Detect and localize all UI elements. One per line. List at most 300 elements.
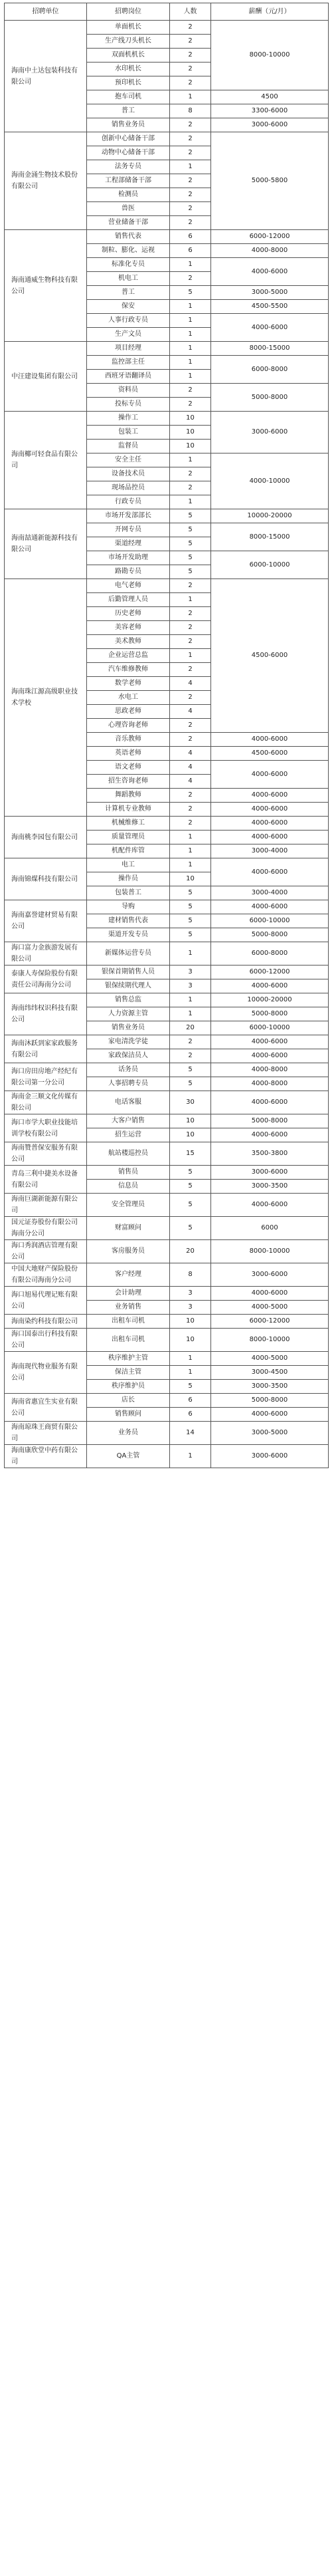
header-count: 人数 [170,3,211,21]
count-cell: 2 [170,384,211,398]
position-cell: 路勘专员 [87,565,170,579]
count-cell: 2 [170,202,211,216]
position-cell: 操作工 [87,412,170,426]
table-row [5,1394,329,1408]
position-cell: 水电工 [87,691,170,705]
recruitment-table [4,3,329,1468]
company-name-cell: 中国大地财产保险股份有限公司海南分公司 [5,1263,87,1287]
count-cell: 10 [170,440,211,453]
count-cell: 2 [170,174,211,188]
salary-cell: 5000-8000 [211,928,329,942]
count-cell: 10 [170,1128,211,1142]
company-name-cell: 海南沐跃到家家政服务有限公司 [5,1035,87,1063]
company-name-cell: 海南巨湖新能源有限公司 [5,1194,87,1217]
position-cell: 人力资源主管 [87,1007,170,1021]
count-cell: 5 [170,1077,211,1091]
table-row [5,942,329,966]
count-cell: 3 [170,1287,211,1301]
position-cell: 业务员 [87,1422,170,1445]
count-cell: 1 [170,160,211,174]
position-cell: 项目经理 [87,342,170,356]
count-cell: 15 [170,1142,211,1166]
count-cell: 10 [170,426,211,440]
table-row [5,1240,329,1263]
company-name-cell: 海南纬纬权识科技有限公司 [5,993,87,1035]
table-row [5,858,329,872]
company-name-cell: 海南金涌生物技术股份有限公司 [5,132,87,230]
count-cell: 5 [170,565,211,579]
position-cell: 机械维修工 [87,817,170,831]
salary-cell: 4000-6000 [211,803,329,817]
position-cell: 电气老师 [87,579,170,593]
count-cell: 20 [170,1240,211,1263]
salary-cell: 4500 [211,90,329,104]
table-row [5,1194,329,1217]
table-row [5,509,329,523]
salary-cell: 4000-6000 [211,789,329,803]
position-cell: 机配件库管 [87,844,170,858]
count-cell: 1 [170,356,211,370]
position-cell: 设备技术员 [87,467,170,481]
salary-cell: 4000-6000 [211,733,329,747]
position-cell: 市场开发助理 [87,551,170,565]
count-cell: 6 [170,230,211,244]
company-name-cell: 海南桃李园包有限公司 [5,817,87,858]
salary-cell: 4000-6000 [211,1049,329,1063]
count-cell: 2 [170,188,211,202]
count-cell: 1 [170,942,211,966]
position-cell: 导购 [87,900,170,914]
position-cell: 思政老师 [87,705,170,719]
count-cell: 1 [170,453,211,467]
count-cell: 1 [170,844,211,858]
count-cell: 5 [170,914,211,928]
salary-cell: 5000-8000 [211,384,329,412]
position-cell: QA主管 [87,1445,170,1468]
count-cell: 2 [170,272,211,286]
position-cell: 质量管理员 [87,831,170,844]
header-position: 招聘岗位 [87,3,170,21]
position-cell: 财富顾问 [87,1217,170,1240]
salary-cell: 4000-5000 [211,1352,329,1366]
table-row [5,1352,329,1366]
count-cell: 2 [170,607,211,621]
count-cell: 2 [170,21,211,35]
count-cell: 1 [170,1007,211,1021]
table-row [5,1063,329,1077]
count-cell: 1 [170,1352,211,1366]
table-row [5,900,329,914]
position-cell: 企业运营总监 [87,649,170,663]
salary-cell: 8000-10000 [211,21,329,90]
table-row [5,1142,329,1166]
count-cell: 2 [170,621,211,635]
salary-cell: 4000-6000 [211,1091,329,1114]
salary-cell: 4000-5000 [211,1301,329,1315]
salary-cell: 3300-6000 [211,104,329,118]
count-cell: 1 [170,831,211,844]
company-name-cell: 海口市学大职业技能培训学校有限公司 [5,1114,87,1142]
table-row [5,342,329,356]
count-cell: 6 [170,1408,211,1422]
salary-cell: 4000-6000 [211,817,329,831]
table-row [5,1263,329,1287]
header-row [5,3,329,21]
count-cell: 2 [170,579,211,593]
count-cell: 1 [170,258,211,272]
position-cell: 销售代表 [87,230,170,244]
position-cell: 预印机长 [87,76,170,90]
position-cell: 保安 [87,300,170,314]
count-cell: 5 [170,928,211,942]
position-cell: 银保续期代理人 [87,979,170,993]
position-cell: 大客户销售 [87,1114,170,1128]
position-cell: 后勤管理人员 [87,593,170,607]
count-cell: 2 [170,481,211,495]
table-row [5,1287,329,1301]
table-row [5,412,329,426]
position-cell: 历史老师 [87,607,170,621]
salary-cell: 3000-6000 [211,1166,329,1180]
position-cell: 创新中心储备干部 [87,132,170,146]
position-cell: 工程部储备干部 [87,174,170,188]
count-cell: 1 [170,328,211,342]
company-name-cell: 青岛三利中捷美水设备有限公司 [5,1166,87,1194]
company-name-cell: 泰康人寿保险股份有限责任公司海南分公司 [5,966,87,993]
position-cell: 开网专员 [87,523,170,537]
count-cell: 1 [170,1366,211,1380]
count-cell: 2 [170,132,211,146]
salary-cell: 5000-8000 [211,1394,329,1408]
count-cell: 5 [170,537,211,551]
position-cell: 人事招聘专员 [87,1077,170,1091]
salary-cell: 3000-6000 [211,1445,329,1468]
salary-cell: 10000-20000 [211,509,329,523]
position-cell: 生产线刀头机长 [87,35,170,49]
table-row [5,993,329,1007]
count-cell: 5 [170,886,211,900]
salary-cell: 4000-8000 [211,1063,329,1077]
salary-cell: 3000-6000 [211,1263,329,1287]
salary-cell: 5000-8000 [211,1114,329,1128]
count-cell: 5 [170,523,211,537]
salary-cell: 3500-3800 [211,1142,329,1166]
position-cell: 安全管理员 [87,1194,170,1217]
count-cell: 2 [170,817,211,831]
position-cell: 现场品控员 [87,481,170,495]
count-cell: 3 [170,979,211,993]
count-cell: 5 [170,551,211,565]
count-cell: 4 [170,775,211,789]
company-name-cell: 海南琼珠王商贸有限公司 [5,1422,87,1445]
company-name-cell: 海南椰可轻食品有限公司 [5,412,87,509]
position-cell: 双面机机长 [87,49,170,63]
count-cell: 1 [170,593,211,607]
count-cell: 5 [170,1194,211,1217]
count-cell: 2 [170,803,211,817]
count-cell: 14 [170,1422,211,1445]
position-cell: 银保首期销售人员 [87,966,170,979]
position-cell: 检测员 [87,188,170,202]
company-name-cell: 海南锦煤科技有限公司 [5,858,87,900]
count-cell: 1 [170,1445,211,1468]
count-cell: 2 [170,1049,211,1063]
company-name-cell: 海南喆通新能源科技有限公司 [5,509,87,579]
salary-cell: 4000-6000 [211,831,329,844]
table-body [5,21,329,1468]
position-cell: 家电清洗学徒 [87,1035,170,1049]
company-name-cell: 国元证券股份有限公司海南分公司 [5,1217,87,1240]
count-cell: 1 [170,90,211,104]
position-cell: 音乐教师 [87,733,170,747]
count-cell: 2 [170,118,211,132]
position-cell: 信息员 [87,1180,170,1194]
company-name-cell: 海南现代物业服务有限公司 [5,1352,87,1394]
table-row [5,1217,329,1240]
salary-cell: 4000-6000 [211,900,329,914]
position-cell: 店长 [87,1394,170,1408]
salary-cell: 3000-4000 [211,886,329,900]
company-name-cell: 海南省惠宜生实业有限公司 [5,1394,87,1422]
position-cell: 普工 [87,104,170,118]
count-cell: 2 [170,49,211,63]
position-cell: 客房服务员 [87,1240,170,1263]
position-cell: 人事行政专员 [87,314,170,328]
position-cell: 西班牙语翻译员 [87,370,170,384]
position-cell: 话务员 [87,1063,170,1077]
count-cell: 1 [170,342,211,356]
count-cell: 5 [170,1166,211,1180]
salary-cell: 5000-5800 [211,132,329,230]
position-cell: 标准化专员 [87,258,170,272]
count-cell: 2 [170,719,211,733]
count-cell: 4 [170,761,211,775]
salary-cell: 3000-3500 [211,1180,329,1194]
position-cell: 保洁主管 [87,1366,170,1380]
count-cell: 5 [170,509,211,523]
position-cell: 资料员 [87,384,170,398]
company-name-cell: 海南嘉誉建材贸易有限公司 [5,900,87,942]
table-row [5,1315,329,1329]
position-cell: 招生运营 [87,1128,170,1142]
count-cell: 10 [170,1329,211,1352]
position-cell: 监控部主任 [87,356,170,370]
position-cell: 电话客服 [87,1091,170,1114]
salary-cell: 4000-8000 [211,1077,329,1091]
salary-cell: 6000-12000 [211,1315,329,1329]
table-row [5,1329,329,1352]
position-cell: 航站楼巡控员 [87,1142,170,1166]
count-cell: 2 [170,146,211,160]
position-cell: 销售员 [87,1166,170,1180]
salary-cell: 6000-8000 [211,942,329,966]
salary-cell: 4000-6000 [211,1287,329,1301]
count-cell: 1 [170,300,211,314]
position-cell: 生产文员 [87,328,170,342]
salary-cell: 5000-8000 [211,1007,329,1021]
position-cell: 法务专员 [87,160,170,174]
position-cell: 销售顾问 [87,1408,170,1422]
table-row [5,1035,329,1049]
position-cell: 舞蹈教师 [87,789,170,803]
company-name-cell: 海口旭易代理记账有限公司 [5,1287,87,1315]
salary-cell: 6000-10000 [211,1021,329,1035]
header-company: 招聘单位 [5,3,87,21]
salary-cell: 4000-8000 [211,244,329,258]
position-cell: 出租车司机 [87,1315,170,1329]
salary-cell: 6000-10000 [211,914,329,928]
count-cell: 1 [170,495,211,509]
position-cell: 操作员 [87,872,170,886]
count-cell: 10 [170,1114,211,1128]
position-cell: 普工 [87,286,170,300]
salary-cell: 3000-3500 [211,1380,329,1394]
count-cell: 2 [170,733,211,747]
count-cell: 10 [170,412,211,426]
count-cell: 8 [170,104,211,118]
salary-cell: 4500-5500 [211,300,329,314]
count-cell: 2 [170,35,211,49]
position-cell: 投标专员 [87,398,170,412]
position-cell: 包装工 [87,426,170,440]
salary-cell: 4500-6000 [211,579,329,733]
salary-cell: 6000-12000 [211,966,329,979]
count-cell: 6 [170,1394,211,1408]
table-row [5,966,329,979]
position-cell: 汽车维修教师 [87,663,170,677]
position-cell: 秩序维护员 [87,1380,170,1394]
position-cell: 业务销售 [87,1301,170,1315]
count-cell: 30 [170,1091,211,1114]
position-cell: 电工 [87,858,170,872]
salary-cell: 4000-6000 [211,761,329,789]
company-name-cell: 海口房田房地产经纪有限公司第一分公司 [5,1063,87,1091]
position-cell: 出租车司机 [87,1329,170,1352]
salary-cell: 3000-5000 [211,1422,329,1445]
position-cell: 美容老师 [87,621,170,635]
salary-cell: 6000 [211,1217,329,1240]
salary-cell: 8000-15000 [211,523,329,551]
company-name-cell: 海南康欣堂中药有限公司 [5,1445,87,1468]
position-cell: 单面机长 [87,21,170,35]
count-cell: 2 [170,663,211,677]
position-cell: 新媒体运营专员 [87,942,170,966]
position-cell: 动物中心储备干部 [87,146,170,160]
table-row [5,579,329,593]
salary-cell: 3000-4000 [211,844,329,858]
position-cell: 行政专员 [87,495,170,509]
salary-cell: 6000-8000 [211,356,329,384]
count-cell: 2 [170,635,211,649]
count-cell: 3 [170,966,211,979]
count-cell: 5 [170,1380,211,1394]
company-name-cell: 海南中土达包装科技有限公司 [5,21,87,132]
salary-cell: 6000-12000 [211,230,329,244]
count-cell: 2 [170,691,211,705]
count-cell: 1 [170,314,211,328]
salary-cell: 3000-6000 [211,118,329,132]
position-cell: 销售业务员 [87,118,170,132]
position-cell: 英语老师 [87,747,170,761]
count-cell: 10 [170,1315,211,1329]
count-cell: 2 [170,63,211,76]
count-cell: 1 [170,370,211,384]
count-cell: 1 [170,649,211,663]
count-cell: 1 [170,858,211,872]
position-cell: 招生咨询老师 [87,775,170,789]
company-name-cell: 海南赞普保安服务有限公司 [5,1142,87,1166]
table-row [5,817,329,831]
position-cell: 水印机长 [87,63,170,76]
count-cell: 5 [170,900,211,914]
salary-cell: 4000-6000 [211,858,329,886]
count-cell: 20 [170,1021,211,1035]
salary-cell: 4000-6000 [211,1035,329,1049]
count-cell: 2 [170,216,211,230]
company-name-cell: 海南通威生物科技有限公司 [5,230,87,342]
salary-cell: 3000-4500 [211,1366,329,1380]
position-cell: 抱车司机 [87,90,170,104]
position-cell: 监督员 [87,440,170,453]
position-cell: 兽医 [87,202,170,216]
count-cell: 5 [170,1180,211,1194]
count-cell: 6 [170,244,211,258]
table-row [5,1445,329,1468]
table-row [5,132,329,146]
salary-cell: 4500-6000 [211,747,329,761]
table-row [5,21,329,35]
count-cell: 3 [170,1301,211,1315]
salary-cell: 4000-6000 [211,258,329,286]
count-cell: 4 [170,705,211,719]
company-name-cell: 海南染约科技有限公司 [5,1315,87,1329]
count-cell: 8 [170,1263,211,1287]
position-cell: 市场开发部部长 [87,509,170,523]
count-cell: 5 [170,286,211,300]
company-name-cell: 海口秀润酒店管理有限公司 [5,1240,87,1263]
position-cell: 制粒、膨化、运视 [87,244,170,258]
salary-cell: 4000-10000 [211,453,329,509]
table-row [5,1091,329,1114]
salary-cell: 4000-6000 [211,979,329,993]
salary-cell: 10000-20000 [211,993,329,1007]
salary-cell: 4000-6000 [211,1408,329,1422]
position-cell: 销售业务员 [87,1021,170,1035]
table-row [5,1114,329,1128]
count-cell: 2 [170,467,211,481]
salary-cell: 8000-10000 [211,1329,329,1352]
position-cell: 营业储备干部 [87,216,170,230]
company-name-cell: 海南珠江源高级职业技术学校 [5,579,87,817]
count-cell: 5 [170,1217,211,1240]
company-name-cell: 中汪建设集团有限公司 [5,342,87,412]
salary-cell: 4000-6000 [211,1194,329,1217]
position-cell: 数学老师 [87,677,170,691]
position-cell: 渠道经理 [87,537,170,551]
company-name-cell: 海南金三顺文化传媒有限公司 [5,1091,87,1114]
position-cell: 秩序维护主管 [87,1352,170,1366]
position-cell: 语文老师 [87,761,170,775]
count-cell: 2 [170,1035,211,1049]
table-row [5,230,329,244]
count-cell: 2 [170,76,211,90]
position-cell: 机电工 [87,272,170,286]
count-cell: 4 [170,677,211,691]
salary-cell: 4000-6000 [211,314,329,342]
position-cell: 美术教师 [87,635,170,649]
company-name-cell: 海口国泰出行科技有限公司 [5,1329,87,1352]
count-cell: 10 [170,872,211,886]
